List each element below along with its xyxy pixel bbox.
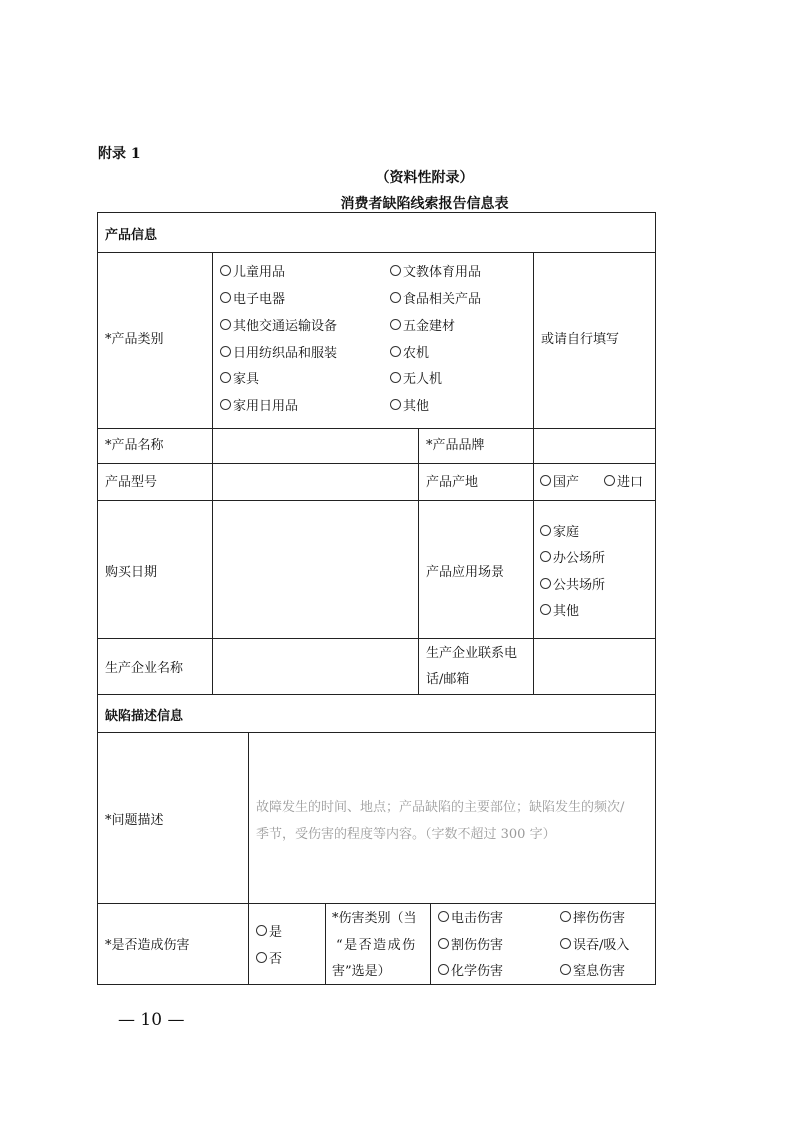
- injury-label: *是否造成伤害: [105, 938, 190, 953]
- radio-icon[interactable]: [540, 604, 551, 615]
- radio-icon[interactable]: [390, 399, 401, 410]
- problem-placeholder-line2: 季节，受伤害的程度等内容。（字数不超过 300 字）: [256, 827, 556, 842]
- problem-label: *问题描述: [105, 813, 164, 828]
- category-custom-field[interactable]: 或请自行填写: [541, 332, 620, 347]
- radio-icon[interactable]: [220, 346, 231, 357]
- category-option[interactable]: 家用日用品: [220, 399, 298, 415]
- radio-icon[interactable]: [220, 292, 231, 303]
- product-model-label: 产品型号: [105, 475, 158, 490]
- row-divider: [97, 428, 656, 429]
- contact-input[interactable]: [535, 640, 653, 693]
- radio-icon[interactable]: [560, 964, 571, 975]
- category-option[interactable]: 日用纺织品和服装: [220, 346, 337, 362]
- category-option[interactable]: 儿童用品: [220, 265, 285, 281]
- radio-icon[interactable]: [438, 938, 449, 949]
- category-option[interactable]: 农机: [390, 346, 429, 362]
- radio-icon[interactable]: [604, 475, 615, 486]
- table-border: [97, 984, 656, 985]
- page-number: — 10 —: [118, 1010, 185, 1030]
- purchase-date-label: 购买日期: [105, 565, 158, 580]
- product-origin-label: 产品产地: [426, 475, 479, 490]
- product-brand-label: *产品品牌: [426, 438, 485, 453]
- injury-type-option[interactable]: 窒息伤害: [560, 964, 625, 980]
- injury-type-option[interactable]: 电击伤害: [438, 911, 503, 927]
- row-divider: [97, 732, 656, 733]
- category-option[interactable]: 其他交通运输设备: [220, 319, 337, 335]
- problem-description-textarea[interactable]: [250, 734, 654, 902]
- scene-option[interactable]: 其他: [540, 604, 579, 620]
- radio-icon[interactable]: [540, 475, 551, 486]
- product-name-input[interactable]: [214, 430, 416, 462]
- scene-option[interactable]: 公共场所: [540, 578, 605, 594]
- scene-label: 产品应用场景: [426, 565, 505, 580]
- scene-option[interactable]: 家庭: [540, 525, 579, 541]
- radio-icon[interactable]: [220, 399, 231, 410]
- category-option[interactable]: 家具: [220, 372, 259, 388]
- table-border: [655, 212, 656, 985]
- contact-label-line2: 话/邮箱: [426, 672, 470, 687]
- column-divider: [418, 428, 419, 694]
- injury-type-option[interactable]: 化学伤害: [438, 964, 503, 980]
- product-brand-input[interactable]: [535, 430, 653, 462]
- radio-icon[interactable]: [540, 551, 551, 562]
- appendix-subtitle: （资料性附录）: [375, 170, 474, 186]
- radio-icon[interactable]: [560, 911, 571, 922]
- row-divider: [97, 252, 656, 253]
- product-model-input[interactable]: [214, 465, 416, 499]
- row-divider: [97, 903, 656, 904]
- category-option[interactable]: 电子电器: [220, 292, 285, 308]
- radio-icon[interactable]: [390, 372, 401, 383]
- contact-label-line1: 生产企业联系电: [426, 646, 518, 661]
- column-divider: [212, 252, 213, 694]
- radio-icon[interactable]: [540, 525, 551, 536]
- manufacturer-input[interactable]: [214, 640, 416, 693]
- product-name-label: *产品名称: [105, 438, 164, 453]
- radio-icon[interactable]: [540, 578, 551, 589]
- injury-type-label-line2: “是否造成伤: [336, 938, 417, 953]
- category-label: *产品类别: [105, 332, 164, 347]
- row-divider: [97, 463, 656, 464]
- category-option[interactable]: 其他: [390, 399, 429, 415]
- row-divider: [97, 500, 656, 501]
- column-divider: [533, 252, 534, 694]
- radio-icon[interactable]: [220, 265, 231, 276]
- category-option[interactable]: 食品相关产品: [390, 292, 481, 308]
- section-heading-defect: 缺陷描述信息: [105, 709, 184, 724]
- injury-type-option[interactable]: 摔伤伤害: [560, 911, 625, 927]
- category-option[interactable]: 五金建材: [390, 319, 455, 335]
- column-divider: [325, 903, 326, 985]
- injury-option-no[interactable]: 否: [256, 952, 282, 968]
- radio-icon[interactable]: [560, 938, 571, 949]
- injury-option-yes[interactable]: 是: [256, 925, 282, 941]
- table-border: [97, 212, 656, 213]
- manufacturer-label: 生产企业名称: [105, 661, 184, 676]
- radio-icon[interactable]: [220, 372, 231, 383]
- row-divider: [97, 694, 656, 695]
- appendix-label: 附录 1: [98, 146, 141, 162]
- injury-type-option[interactable]: 误吞/吸入: [560, 938, 629, 954]
- radio-icon[interactable]: [390, 265, 401, 276]
- origin-option-import[interactable]: 进口: [604, 475, 643, 491]
- injury-type-option[interactable]: 割伤伤害: [438, 938, 503, 954]
- radio-icon[interactable]: [256, 952, 267, 963]
- category-option[interactable]: 文教体育用品: [390, 265, 481, 281]
- section-heading-product: 产品信息: [105, 228, 158, 243]
- table-border: [97, 212, 98, 985]
- scene-option[interactable]: 办公场所: [540, 551, 605, 567]
- column-divider: [248, 732, 249, 985]
- purchase-date-input[interactable]: [214, 502, 416, 637]
- radio-icon[interactable]: [390, 292, 401, 303]
- origin-option-domestic[interactable]: 国产: [540, 475, 579, 491]
- radio-icon[interactable]: [438, 964, 449, 975]
- form-title: 消费者缺陷线索报告信息表: [340, 196, 509, 212]
- column-divider: [430, 903, 431, 985]
- radio-icon[interactable]: [438, 911, 449, 922]
- category-option[interactable]: 无人机: [390, 372, 442, 388]
- injury-type-label-line1: *伤害类别（当: [332, 911, 417, 926]
- injury-type-label-line3: 害”选是）: [332, 964, 391, 979]
- radio-icon[interactable]: [390, 346, 401, 357]
- row-divider: [97, 638, 656, 639]
- radio-icon[interactable]: [256, 925, 267, 936]
- radio-icon[interactable]: [390, 319, 401, 330]
- problem-placeholder-line1: 故障发生的时间、地点；产品缺陷的主要部位；缺陷发生的频次/: [256, 800, 625, 815]
- radio-icon[interactable]: [220, 319, 231, 330]
